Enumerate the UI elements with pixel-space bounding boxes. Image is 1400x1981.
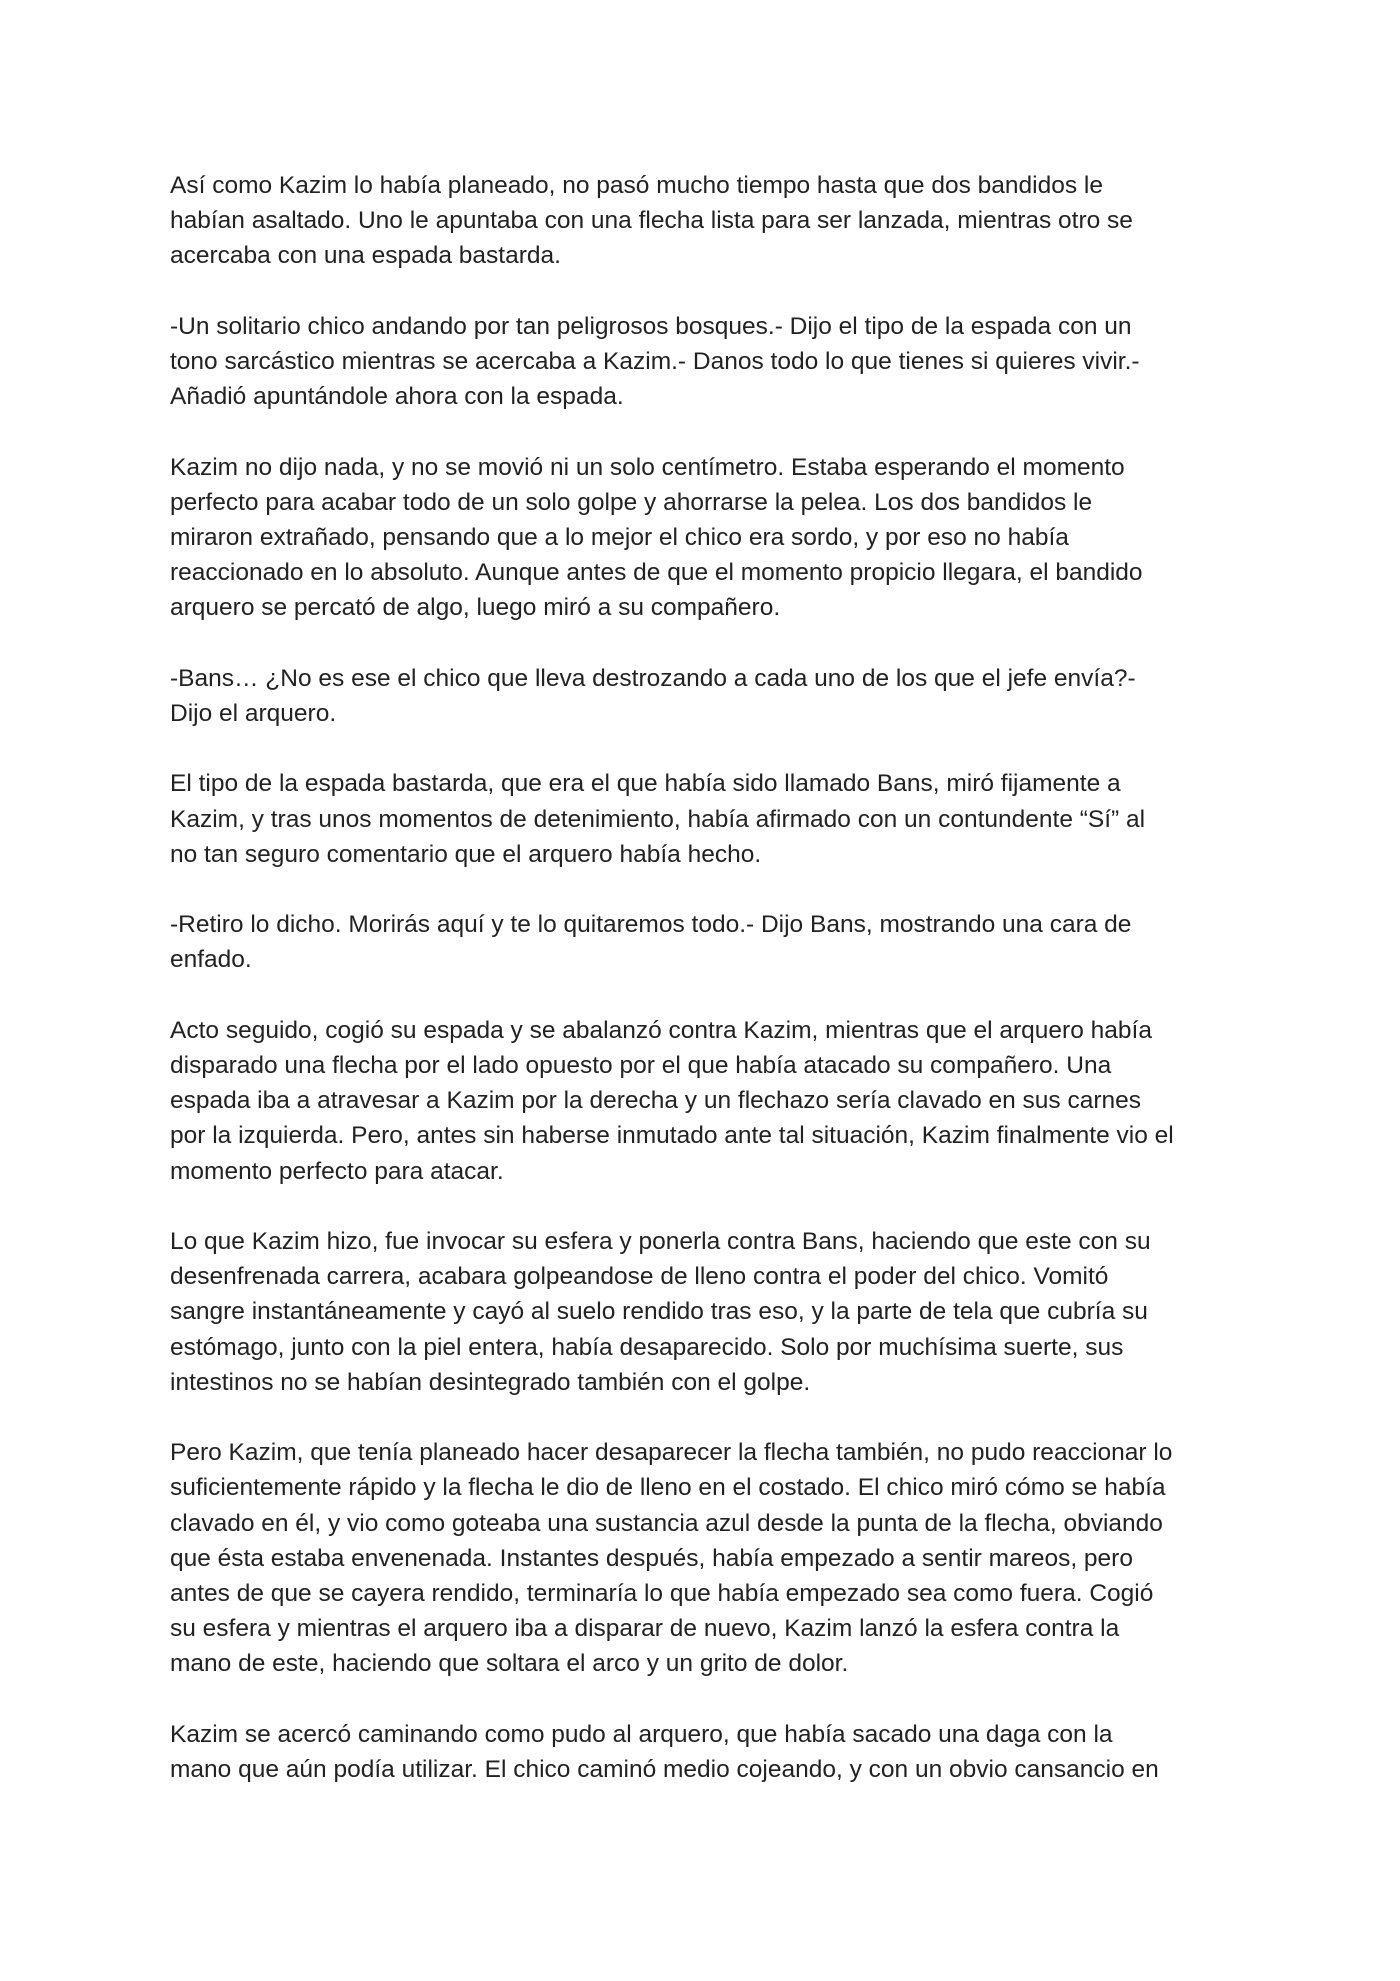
- paragraph: -Retiro lo dicho. Morirás aquí y te lo quitaremos todo.- Dijo Bans, mostrando una cara de enfado.: [170, 911, 1132, 974]
- paragraph: -Un solitario chico andando por tan peligrosos bosques.- Dijo el tipo de la espada con un tono sarcástico mientras se acercaba a Kazim.- Danos todo lo que tienes si quieres vivir.- Añadió apuntándole ahora con la espada.: [170, 312, 1140, 411]
- paragraph: Así como Kazim lo había planeado, no pasó mucho tiempo hasta que dos bandidos le habían asaltado. Uno le apuntaba con una flecha lista para ser lanzada, mientras otro se acercaba con una espada bastarda.: [170, 172, 1133, 270]
- document-body: [170, 168, 1242, 1822]
- paragraph: Kazim no dijo nada, y no se movió ni un solo centímetro. Estaba esperando el momento perfecto para acabar todo de un solo golpe y ahorrarse la pelea. Los dos bandidos le miraron extrañado, pensando que a lo mejor el chico era sordo, y por eso no había reaccionado en lo absoluto. Aunque antes de que el momento propicio llegara, el bandido arquero se percató de algo, luego miró a su compañero.: [170, 453, 1143, 622]
- paragraph: -Bans… ¿No es ese el chico que lleva destrozando a cada uno de los que el jefe envía?- Dijo el arquero.: [170, 664, 1136, 727]
- paragraph: Kazim se acercó caminando como pudo al arquero, que había sacado una daga con la mano que aún podía utilizar. El chico caminó medio cojeando, y con un obvio cansancio en: [170, 1720, 1159, 1783]
- paragraph: Acto seguido, cogió su espada y se abalanzó contra Kazim, mientras que el arquero había disparado una flecha por el lado opuesto por el que había atacado su compañero. Una espada iba a atravesar a Kazim por la derecha y un flechazo sería clavado en sus carnes por la izquierda. Pero, antes sin haberse inmutado ante tal situación, Kazim finalmente vio el momento perfecto para atacar.: [170, 1016, 1174, 1185]
- paragraph: Pero Kazim, que tenía planeado hacer desaparecer la flecha también, no pudo reaccionar lo suficientemente rápido y la flecha le dio de lleno en el costado. El chico miró cómo se había clavado en él, y vio como goteaba una sustancia azul desde la punta de la flecha, obviando que ésta estaba envenenada. Instantes después, había empezado a sentir mareos, pero antes de que se cayera rendido, terminaría lo que había empezado sea como fuera. Cogió su esfera y mientras el arquero iba a disparar de nuevo, Kazim lanzó la esfera contra la mano de este, haciendo que soltara el arco y un grito de dolor.: [170, 1439, 1173, 1678]
- paragraph: Lo que Kazim hizo, fue invocar su esfera y ponerla contra Bans, haciendo que este con su desenfrenada carrera, acabara golpeandose de lleno contra el poder del chico. Vomitó sangre instantáneamente y cayó al suelo rendido tras eso, y la parte de tela que cubría su estómago, junto con la piel entera, había desaparecido. Solo por muchísima suerte, sus intestinos no se habían desintegrado también con el golpe.: [170, 1227, 1151, 1396]
- paragraph: El tipo de la espada bastarda, que era el que había sido llamado Bans, miró fijamente a Kazim, y tras unos momentos de detenimiento, había afirmado con un contundente “Sí” al no tan seguro comentario que el arquero había hecho.: [170, 770, 1146, 868]
